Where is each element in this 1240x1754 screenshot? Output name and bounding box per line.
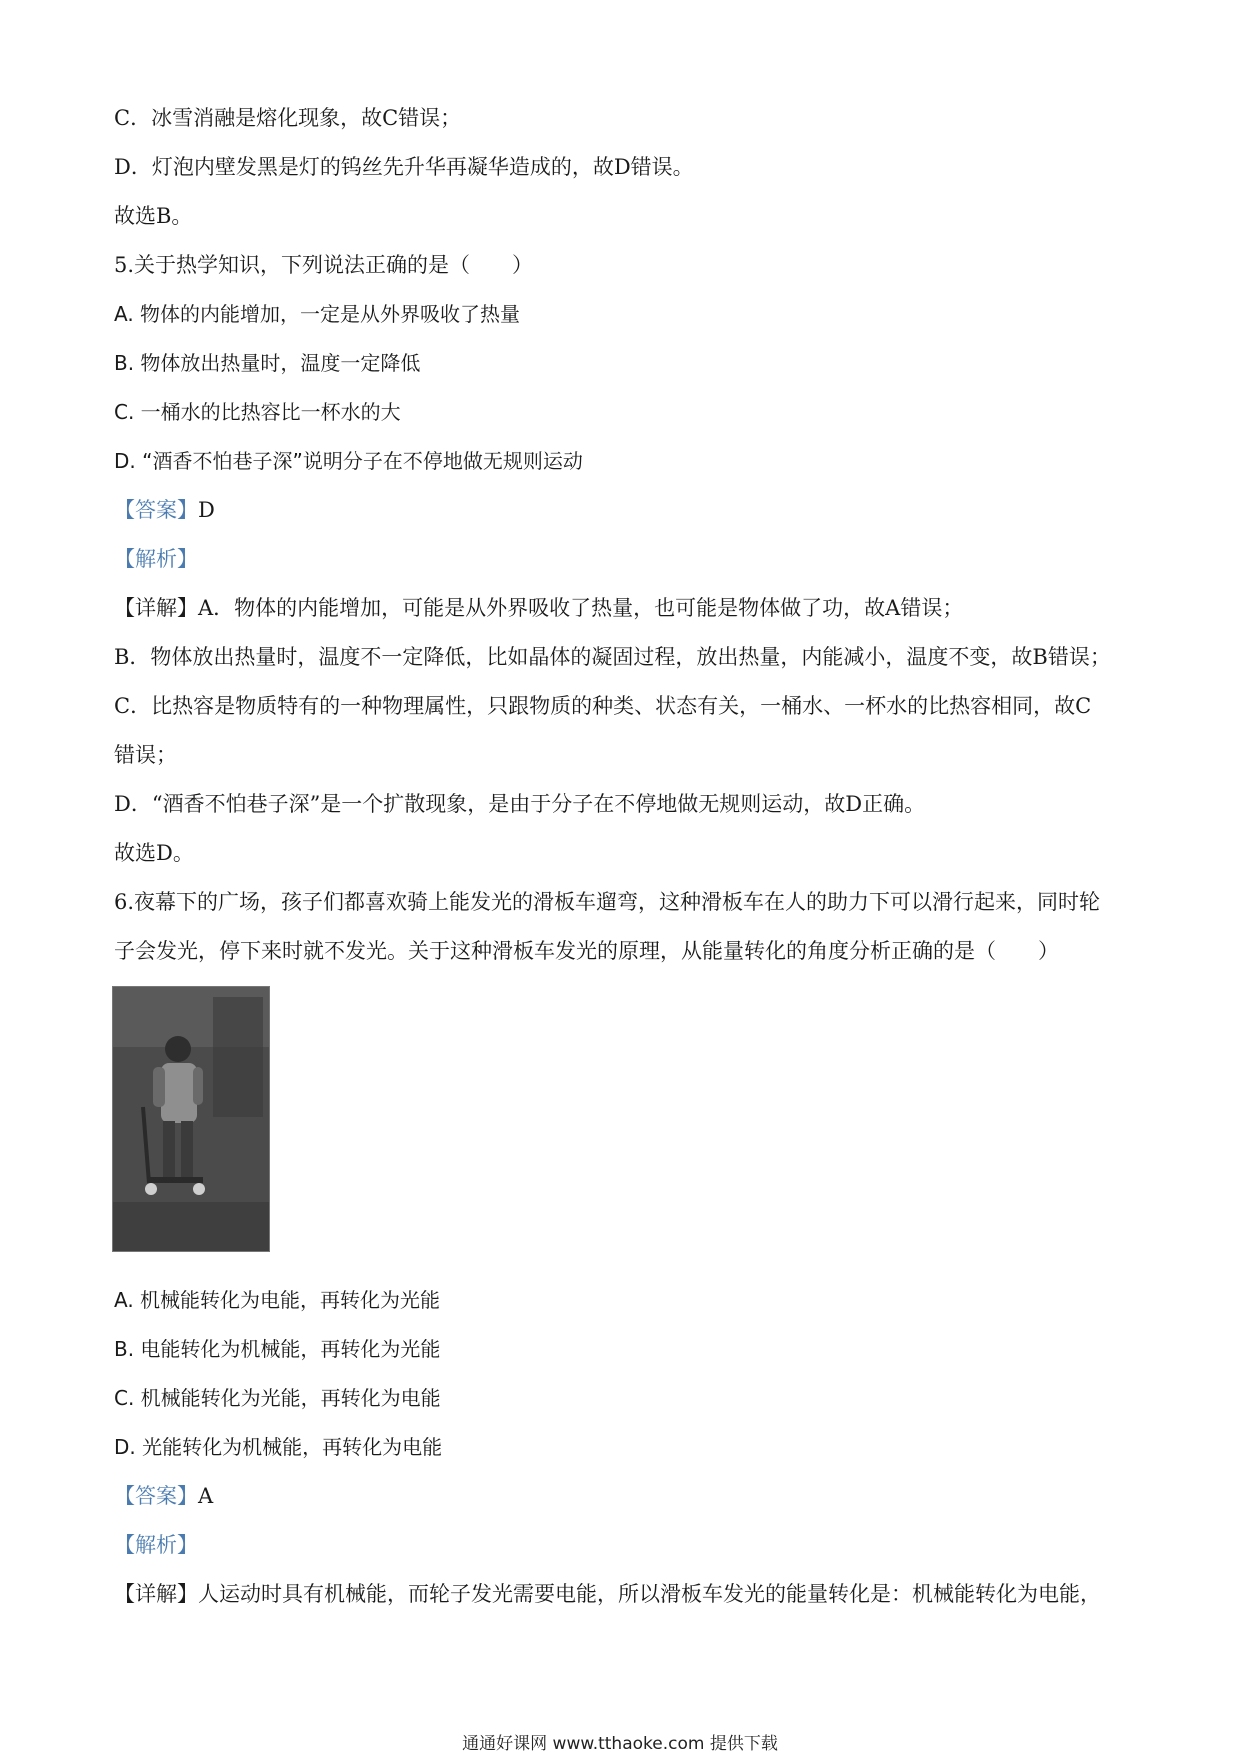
text-line [114,496,215,524]
text-line [114,839,194,867]
text-line [114,349,420,377]
line-text: C. 机械能转化为光能，再转化为电能 [114,1386,441,1410]
text-line [114,202,192,230]
line-text: 人运动时具有机械能，而轮子发光需要电能，所以滑板车发光的能量转化是：机械能转化为电能， [198,1582,1101,1606]
line-text: C．比热容是物质特有的一种物理属性，只跟物质的种类、状态有关，一桶水、一杯水的比热容相同，故C [114,694,1092,718]
line-text: D. 光能转化为机械能，再转化为电能 [114,1435,443,1459]
line-text: C. 一桶水的比热容比一杯水的大 [114,400,401,424]
line-text: A. 物体的内能增加，一定是从外界吸收了热量 [114,302,521,326]
line-text: D [198,498,215,522]
text-line [114,1286,440,1314]
text-line [114,741,177,769]
line-text: C．冰雪消融是熔化现象，故C错误； [114,106,462,130]
text-line [114,888,1100,916]
line-text: A. 机械能转化为电能，再转化为光能 [114,1288,441,1312]
section-label: 【答案】 [114,1484,198,1508]
text-line [114,692,1091,720]
text-line [114,790,925,818]
line-text: B．物体放出热量时，温度不一定降低，比如晶体的凝固过程，放出热量，内能减小，温度不变，故B错误； [114,645,1111,669]
text-line [114,104,461,132]
section-label: 【解析】 [114,1533,198,1557]
line-text: 故选B。 [114,204,193,228]
detail-label: 【详解】 [114,1582,198,1606]
text-line [114,594,963,622]
section-label: 【答案】 [114,498,198,522]
line-text: 6.夜幕下的广场，孩子们都喜欢骑上能发光的滑板车遛弯，这种滑板车在人的助力下可以滑行起来，同时轮 [114,890,1101,914]
line-text: D．灯泡内壁发黑是灯的钨丝先升华再凝华造成的，故D错误。 [114,155,694,179]
line-text: 错误； [114,743,177,767]
text-line [114,1482,213,1510]
text-line [114,1531,198,1559]
line-text: 故选D。 [114,841,194,865]
line-text: 子会发光，停下来时就不发光。关于这种滑板车发光的原理，从能量转化的角度分析正确的是（ ） [114,939,1059,963]
line-text: D．“酒香不怕巷子深”是一个扩散现象，是由于分子在不停地做无规则运动，故D正确。 [114,792,926,816]
text-line [114,398,401,426]
text-line [114,251,533,279]
text-line [114,643,1111,671]
line-text: B. 物体放出热量时，温度一定降低 [114,351,421,375]
line-text: A [198,1484,214,1508]
text-line [114,1433,442,1461]
scooter-photo [112,986,270,1252]
line-text: B. 电能转化为机械能，再转化为光能 [114,1337,441,1361]
detail-label: 【详解】 [114,596,198,620]
text-line [114,1335,440,1363]
text-line [114,153,694,181]
text-line [114,937,1059,965]
text-line [114,300,520,328]
section-label: 【解析】 [114,547,198,571]
text-line [114,1580,1101,1608]
line-text: D. “酒香不怕巷子深”说明分子在不停地做无规则运动 [114,449,583,473]
line-text: 5.关于热学知识，下列说法正确的是（ ） [114,253,534,277]
text-line [114,1384,441,1412]
text-line [114,545,198,573]
footer-credit: 通通好课网 www.tthaoke.com 提供下载 [462,1734,778,1754]
line-text: A．物体的内能增加，可能是从外界吸收了热量，也可能是物体做了功，故A错误； [198,596,964,620]
text-line [114,447,583,475]
